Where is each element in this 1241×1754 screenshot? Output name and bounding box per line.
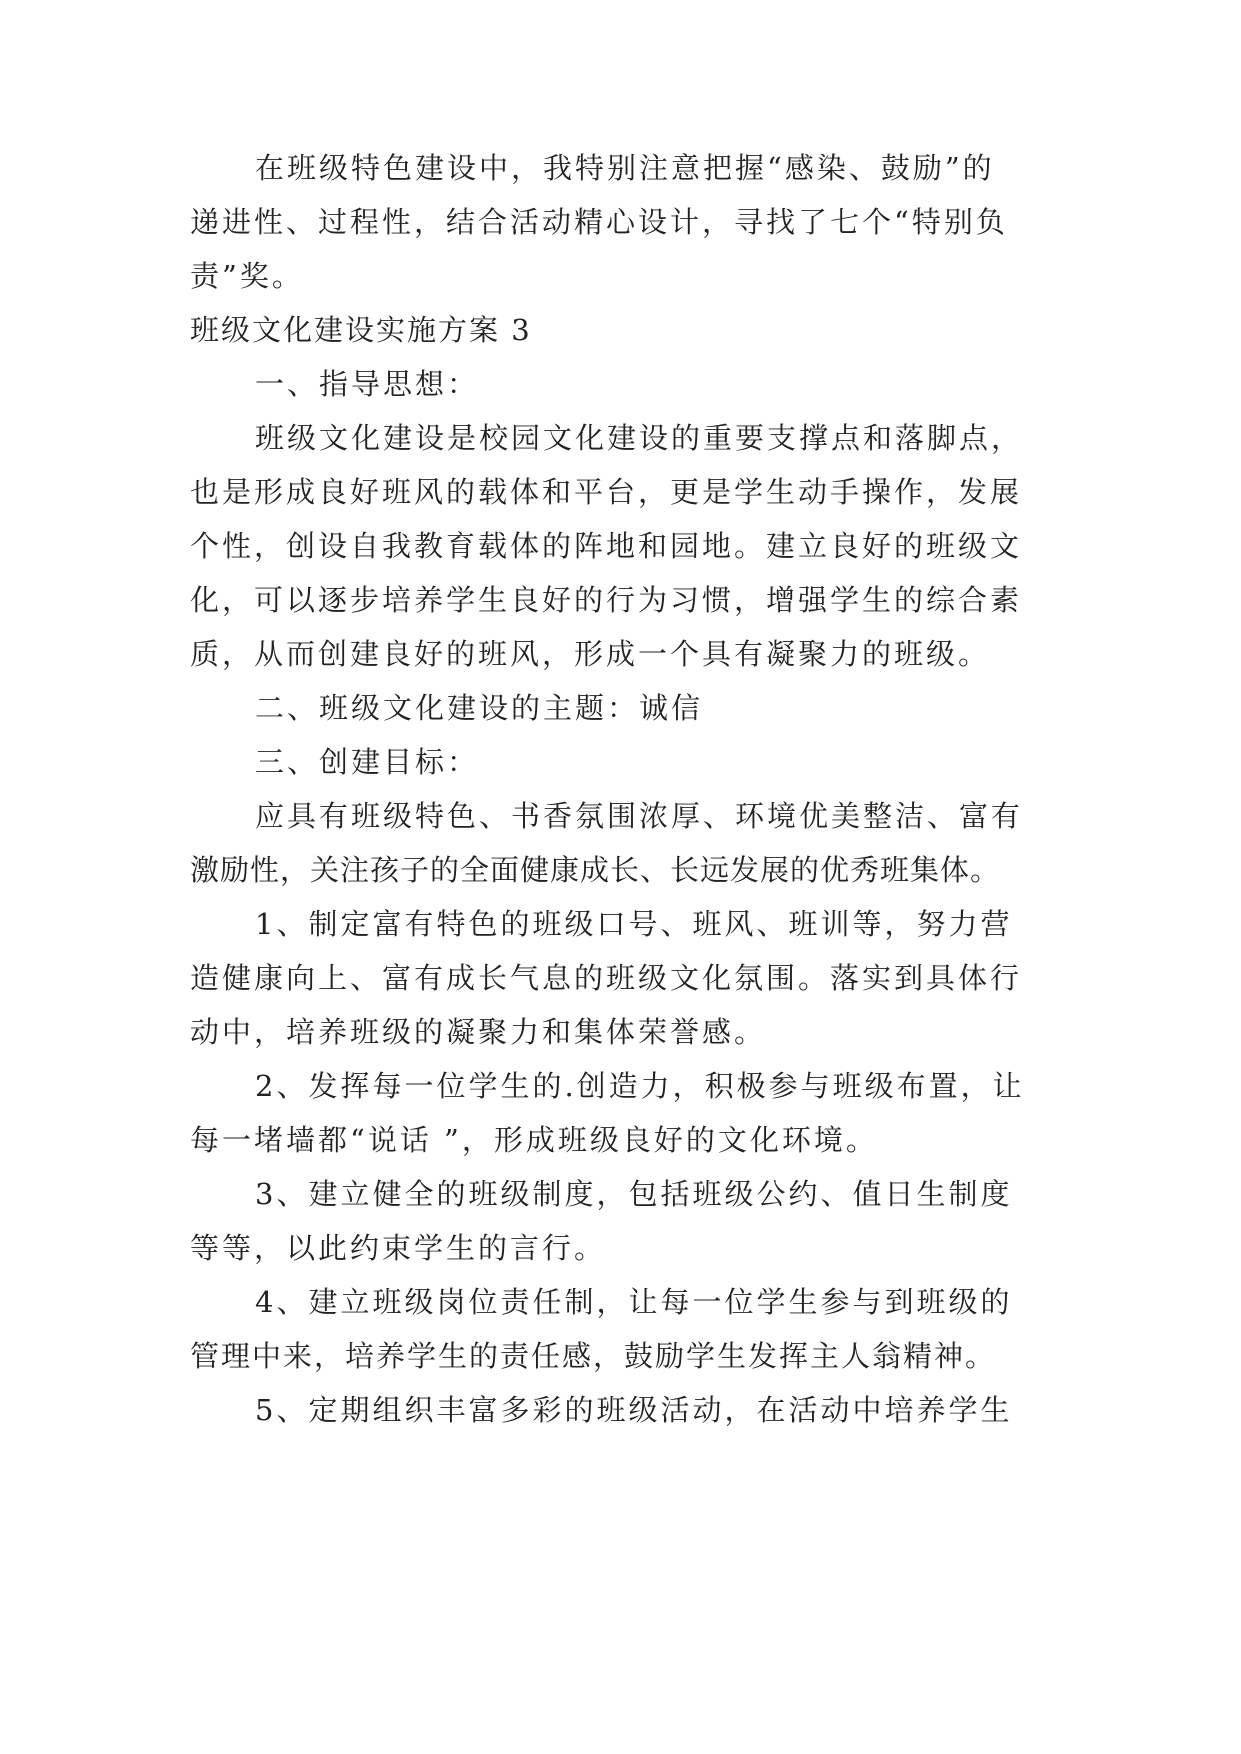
section-heading: 三、创建目标： [255, 745, 480, 779]
list-item-line: 4、建立班级岗位责任制，让每一位学生参与到班级的 [255, 1285, 1013, 1319]
text-line: 班级文化建设是校园文化建设的重要支撑点和落脚点， [255, 421, 1024, 455]
list-item-line: 每一堵墙都“说话 ”，形成班级良好的文化环境。 [190, 1123, 878, 1157]
list-item-line: 3、建立健全的班级制度，包括班级公约、值日生制度 [255, 1177, 1013, 1211]
text-line: 个性，创设自我教育载体的阵地和园地。建立良好的班级文 [190, 529, 1023, 563]
list-item-line: 5、定期组织丰富多彩的班级活动，在活动中培养学生 [255, 1393, 1013, 1427]
list-item-line: 造健康向上、富有成长气息的班级文化氛围。落实到具体行 [190, 961, 1023, 995]
section-title: 班级文化建设实施方案 3 [190, 313, 532, 347]
list-item-line: 等等，以此约束学生的言行。 [190, 1231, 607, 1265]
text-line: 质，从而创建良好的班风，形成一个具有凝聚力的班级。 [190, 637, 991, 671]
text-line: 也是形成良好班风的载体和平台，更是学生动手操作，发展 [190, 475, 1023, 509]
list-item-line: 2、发挥每一位学生的.创造力，积极参与班级布置，让 [255, 1069, 1025, 1103]
list-item-line: 管理中来，培养学生的责任感，鼓励学生发挥主人翁精神。 [190, 1339, 997, 1373]
section-heading: 二、班级文化建设的主题：诚信 [255, 691, 704, 725]
text-line: 化，可以逐步培养学生良好的行为习惯，增强学生的综合素 [190, 583, 1023, 617]
text-line: 激励性，关注孩子的全面健康成长、长远发展的优秀班集体。 [190, 853, 1001, 887]
text-line: 应具有班级特色、书香氛围浓厚、环境优美整洁、富有 [255, 799, 1024, 833]
list-item-line: 动中，培养班级的凝聚力和集体荣誉感。 [190, 1015, 767, 1049]
text-line: 责”奖。 [190, 259, 304, 293]
text-line: 在班级特色建设中，我特别注意把握“感染、鼓励”的 [255, 151, 995, 185]
text-line: 递进性、过程性，结合活动精心设计，寻找了七个“特别负 [190, 205, 1008, 239]
list-item-line: 1、制定富有特色的班级口号、班风、班训等，努力营 [255, 907, 1013, 941]
section-heading: 一、指导思想： [255, 367, 480, 401]
